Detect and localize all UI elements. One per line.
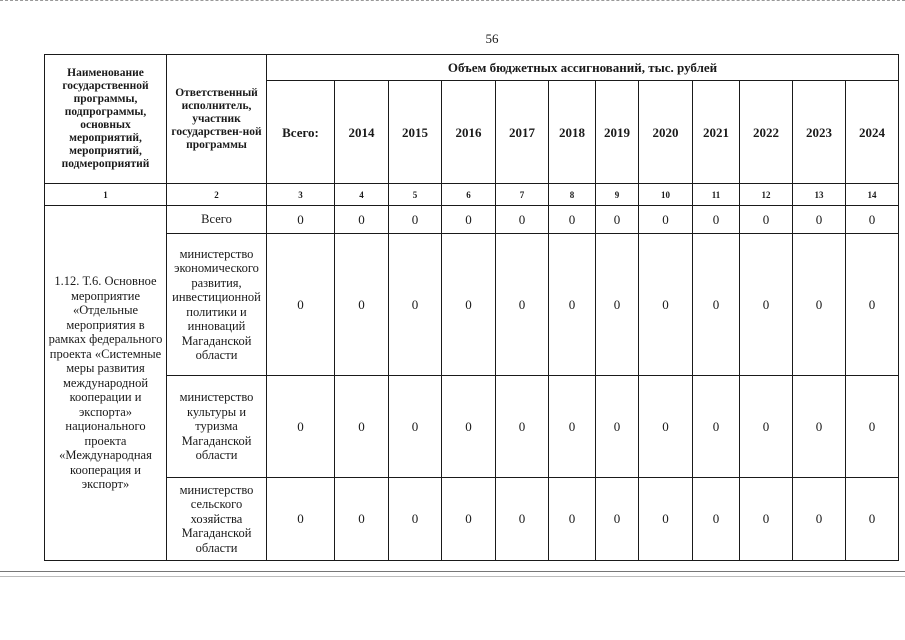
value-cell: 0 [568,211,576,227]
column-number: 8 [569,189,575,200]
value-cell: 0 [518,511,526,526]
header-year-2024: 2024 [859,124,885,140]
executor-cell: министерство экономического развития, инвестиционной политики и инноваций Магаданской области [172,246,261,362]
value-cell: 0 [358,211,365,227]
column-number: 4 [359,189,364,200]
value-cell: 0 [613,296,621,312]
value-cell: 0 [868,511,876,526]
value-cell: 0 [662,418,669,434]
value-cell: 0 [762,296,770,312]
header-year-2023: 2023 [806,124,832,140]
value-cell: 0 [815,211,823,227]
table-rule [898,54,899,561]
column-number: 14 [867,189,877,200]
header-year-2014: 2014 [348,124,375,140]
column-number: 6 [466,189,471,200]
header-year-2016: 2016 [455,124,482,140]
value-cell: 0 [297,296,304,312]
page-bottom-edge-shadow [0,576,905,577]
value-cell: 0 [297,211,304,227]
value-cell: 0 [815,296,823,312]
value-cell: 0 [411,418,419,434]
value-cell: 0 [465,418,472,434]
value-cell: 0 [662,296,669,312]
value-cell: 0 [518,418,526,434]
executor-cell: Всего [201,212,232,227]
header-executor-column: Ответственный исполнитель, участник государствен-ной программы [171,86,262,151]
column-number: 7 [519,189,525,200]
value-cell: 0 [712,211,720,227]
header-year-2018: 2018 [559,124,585,140]
page-number: 56 [485,31,499,46]
value-cell: 0 [712,418,720,434]
column-number: 5 [412,189,418,200]
header-year-2022: 2022 [753,124,779,140]
value-cell: 0 [868,211,876,227]
column-number: 9 [614,189,620,200]
header-year-2015: 2015 [402,124,428,140]
value-cell: 0 [411,211,419,227]
header-budget-title: Объем бюджетных ассигнований, тыс. рублей [447,60,718,75]
value-cell: 0 [762,418,770,434]
value-cell: 0 [662,211,669,227]
header-total-column: Всего: [282,124,319,140]
value-cell: 0 [358,511,365,526]
executor-cell: министерство культуры и туризма Магаданской области [179,390,254,463]
value-cell: 0 [613,418,621,434]
value-cell: 0 [518,296,526,312]
value-cell: 0 [868,296,876,312]
measure-name: 1.12. Т.6. Основное мероприятие «Отдельные мероприятия в рамках федерального проекта «Системные меры развития международной кооперации и экспорта» национального проекта «Международная кооперация и экспорт» [48,274,163,492]
column-number: 10 [661,189,670,200]
header-year-2019: 2019 [604,124,630,140]
value-cell: 0 [613,211,621,227]
column-number: 13 [814,189,824,200]
value-cell: 0 [568,511,576,526]
value-cell: 0 [815,511,823,526]
value-cell: 0 [815,418,823,434]
value-cell: 0 [358,418,365,434]
value-cell: 0 [613,511,621,526]
value-cell: 0 [762,511,770,526]
value-cell: 0 [568,418,576,434]
value-cell: 0 [518,211,526,227]
value-cell: 0 [762,211,770,227]
page-bottom-edge [0,571,905,572]
value-cell: 0 [465,296,472,312]
header-year-2020: 2020 [652,124,679,140]
page-top-edge [0,0,905,2]
value-cell: 0 [358,296,365,312]
value-cell: 0 [297,418,304,434]
value-cell: 0 [712,511,720,526]
value-cell: 0 [868,418,876,434]
value-cell: 0 [297,511,304,526]
column-number: 3 [298,189,303,200]
value-cell: 0 [465,211,472,227]
value-cell: 0 [568,296,576,312]
executor-cell: министерство сельского хозяйства Магаданской области [179,482,254,555]
column-number: 11 [711,189,721,200]
column-number: 12 [761,189,771,200]
column-number: 2 [214,189,219,200]
value-cell: 0 [662,511,669,526]
header-name-column: Наименование государственной программы, подпрограммы, основных мероприятий, мероприятий, подмероприятий [61,67,150,170]
value-cell: 0 [411,296,419,312]
value-cell: 0 [465,511,472,526]
column-number: 1 [103,189,108,200]
table-rule [44,560,899,561]
header-year-2021: 2021 [703,124,729,140]
header-year-2017: 2017 [509,124,535,140]
value-cell: 0 [411,511,419,526]
value-cell: 0 [712,296,720,312]
